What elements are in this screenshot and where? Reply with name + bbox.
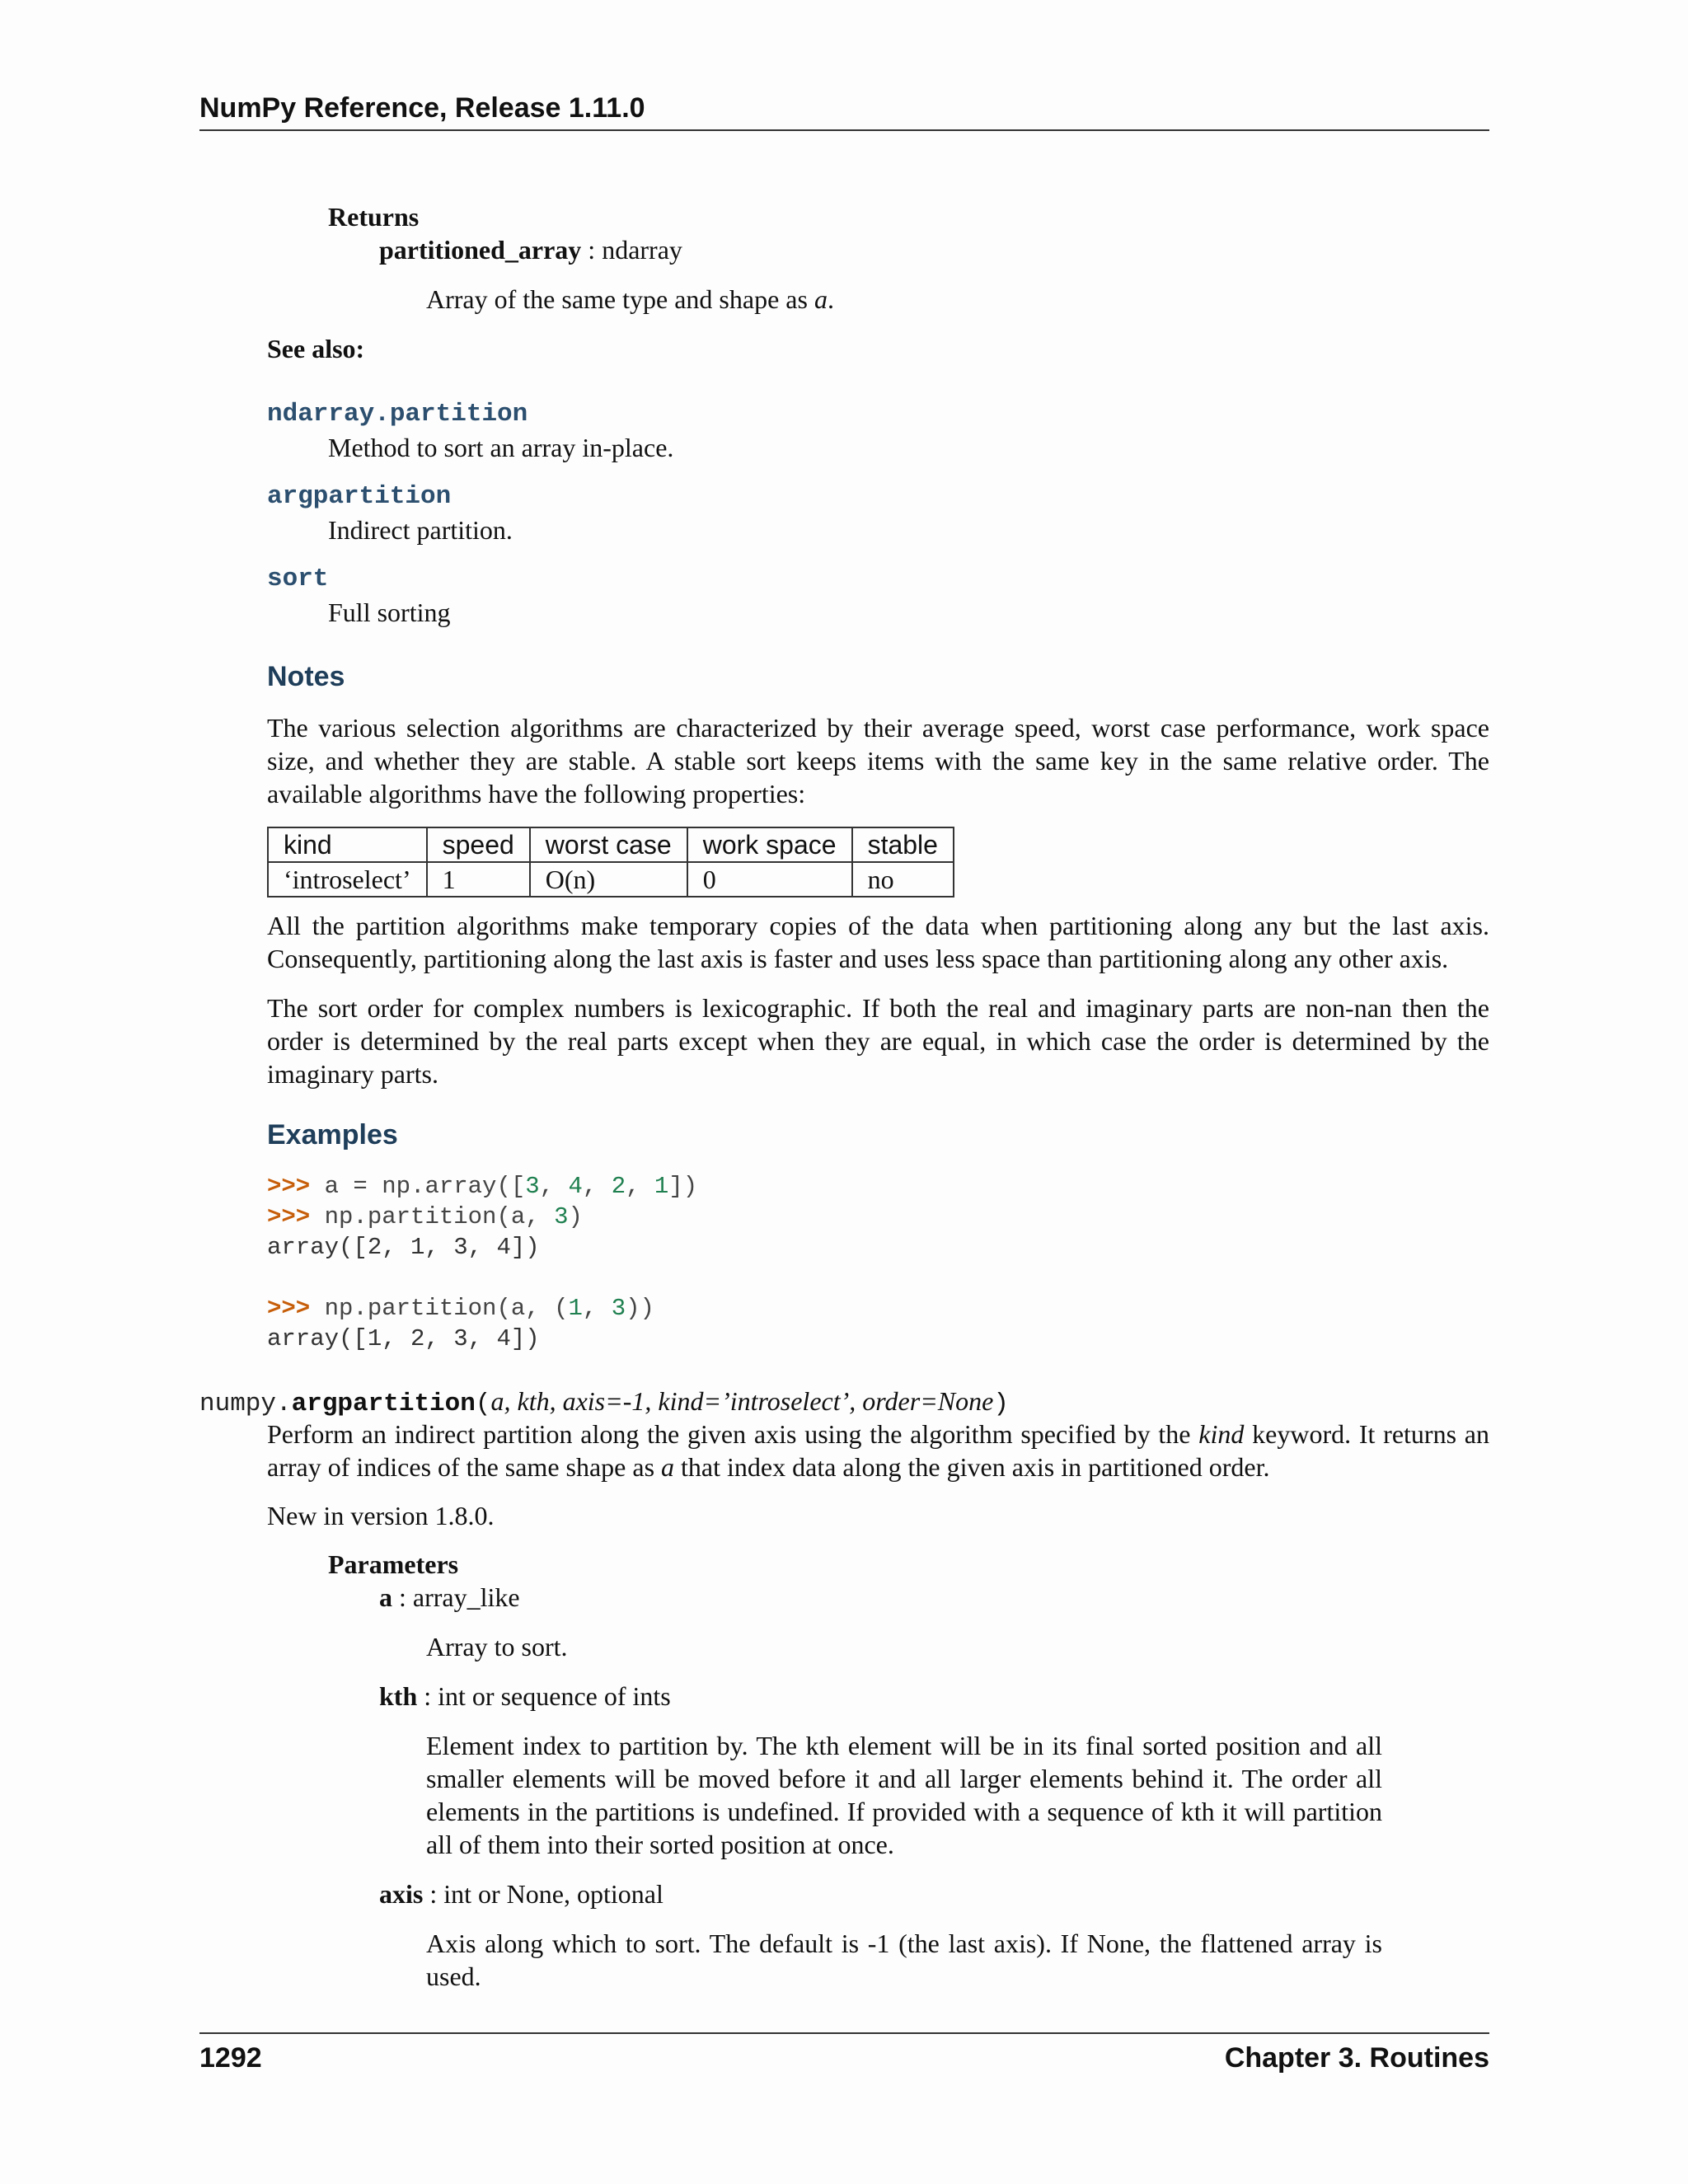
table-cell: 1 xyxy=(427,862,530,897)
signature-function-name: argpartition xyxy=(291,1390,476,1418)
code-output: array([2, 1, 3, 4]) xyxy=(267,1234,540,1261)
code-number: 3 xyxy=(554,1203,569,1230)
table-header-cell: kind xyxy=(268,827,427,862)
param-a xyxy=(379,1581,520,1614)
version-note: New in version 1.8.0. xyxy=(267,1501,495,1530)
notes-paragraph-1: The various selection algorithms are characterized by their average speed, worst case performance, work space size, and whether they are stable. A stable sort keeps items with the same key in the same relative order. The available algorithms have the following properties: xyxy=(267,713,1489,808)
table-header-cell: work space xyxy=(687,827,852,862)
table-cell: O(n) xyxy=(530,862,687,897)
table-cell: no xyxy=(852,862,954,897)
see-also-link-sort[interactable]: sort xyxy=(267,565,329,593)
param-kth xyxy=(379,1680,671,1713)
param-type: : int or sequence of ints xyxy=(417,1681,671,1711)
code-number: 1 xyxy=(654,1173,669,1200)
param-type: : array_like xyxy=(392,1582,520,1612)
code-example: >>> a = np.array([3, 4, 2, 1]) >>> np.partition(a, 3) array([2, 1, 3, 4]) >>> np.partition(a, (1, 3)) array([1, 2, 3, 4]) xyxy=(267,1173,698,1352)
parameters-label: Parameters xyxy=(328,1549,459,1579)
table-header-cell: stable xyxy=(852,827,954,862)
code-number: 3 xyxy=(525,1173,540,1200)
code-number: 1 xyxy=(568,1295,583,1322)
code-text: np.partition(a, xyxy=(310,1203,555,1230)
returns-param-type: : ndarray xyxy=(581,235,682,265)
see-also-desc-sort: Full sorting xyxy=(328,598,451,627)
signature-close-paren: ) xyxy=(993,1390,1009,1418)
table-row xyxy=(268,862,954,897)
code-text: a = np.array([ xyxy=(310,1173,526,1200)
notes-paragraph-3: The sort order for complex numbers is lexicographic. If both the real and imaginary parts are non-nan then the order is determined by the real parts except when they are equal, in which case the order is determined by the imaginary parts. xyxy=(267,993,1489,1089)
algorithm-properties-table xyxy=(267,827,954,898)
see-also-link-argpartition[interactable]: argpartition xyxy=(267,482,452,511)
examples-heading: Examples xyxy=(267,1119,398,1151)
returns-param-name: partitioned_array xyxy=(379,235,582,265)
chapter-title: Chapter 3. Routines xyxy=(1224,2042,1489,2074)
see-also-link-ndarray-partition[interactable]: ndarray.partition xyxy=(267,400,528,429)
table-cell: ‘introselect’ xyxy=(268,862,427,897)
code-output: array([1, 2, 3, 4]) xyxy=(267,1325,540,1352)
returns-desc-end: . xyxy=(827,284,834,314)
code-prompt: >>> xyxy=(267,1295,311,1322)
description-keyword: kind xyxy=(1198,1419,1245,1449)
returns-desc-text: Array of the same type and shape as xyxy=(426,284,814,314)
argpartition-description xyxy=(267,1418,1489,1483)
code-prompt: >>> xyxy=(267,1173,311,1200)
table-header-cell: worst case xyxy=(530,827,687,862)
description-text: Perform an indirect partition along the given axis using the algorithm specified by the xyxy=(267,1419,1199,1449)
notes-heading: Notes xyxy=(267,661,345,692)
see-also-label: See also: xyxy=(267,334,365,363)
param-kth-description: Element index to partition by. The kth element will be in its final sorted position and all smaller elements will be moved before it and all larger elements behind it. The order all elements in the partitions is undefined. If provided with a sequence of kth it will partition all of them into their sorted position at once. xyxy=(426,1731,1382,1859)
code-number: 2 xyxy=(611,1173,626,1200)
description-var: a xyxy=(661,1452,675,1482)
description-text: keyword. It returns an array of indices of the same shape as xyxy=(267,1419,1490,1482)
returns-param xyxy=(379,233,682,266)
description-text: that index data along the given axis in partitioned order. xyxy=(674,1452,1270,1482)
signature-args: a, kth, axis=-1, kind=’introselect’, order=None xyxy=(490,1386,994,1416)
table-header-cell: speed xyxy=(427,827,530,862)
param-axis xyxy=(379,1877,663,1910)
page-header xyxy=(199,92,1489,131)
signature-open-paren: ( xyxy=(475,1390,491,1418)
page-footer xyxy=(199,2032,1489,2074)
header-title: NumPy Reference, Release 1.11.0 xyxy=(199,92,645,124)
code-prompt: >>> xyxy=(267,1203,311,1230)
function-signature xyxy=(199,1385,1009,1421)
table-cell: 0 xyxy=(687,862,852,897)
param-type: : int or None, optional xyxy=(423,1879,663,1909)
code-number: 4 xyxy=(568,1173,583,1200)
returns-desc-var: a xyxy=(814,284,828,314)
returns-label: Returns xyxy=(328,202,420,232)
param-name: a xyxy=(379,1582,392,1612)
param-name: axis xyxy=(379,1879,424,1909)
see-also-desc-ndarray-partition: Method to sort an array in-place. xyxy=(328,433,674,462)
param-a-description: Array to sort. xyxy=(426,1632,568,1661)
see-also-desc-argpartition: Indirect partition. xyxy=(328,515,513,545)
signature-module: numpy. xyxy=(199,1390,292,1418)
returns-description xyxy=(426,283,834,316)
notes-paragraph-2: All the partition algorithms make temporary copies of the data when partitioning along any but the last axis. Consequently, partitioning along the last axis is faster and uses less space than partitioning along any other axis. xyxy=(267,911,1489,973)
param-axis-description: Axis along which to sort. The default is -1 (the last axis). If None, the flattened array is used. xyxy=(426,1929,1382,1991)
code-number: 3 xyxy=(611,1295,626,1322)
table-header-row xyxy=(268,827,954,862)
param-name: kth xyxy=(379,1681,418,1711)
code-text: np.partition(a, ( xyxy=(310,1295,569,1322)
page-number: 1292 xyxy=(199,2042,262,2074)
